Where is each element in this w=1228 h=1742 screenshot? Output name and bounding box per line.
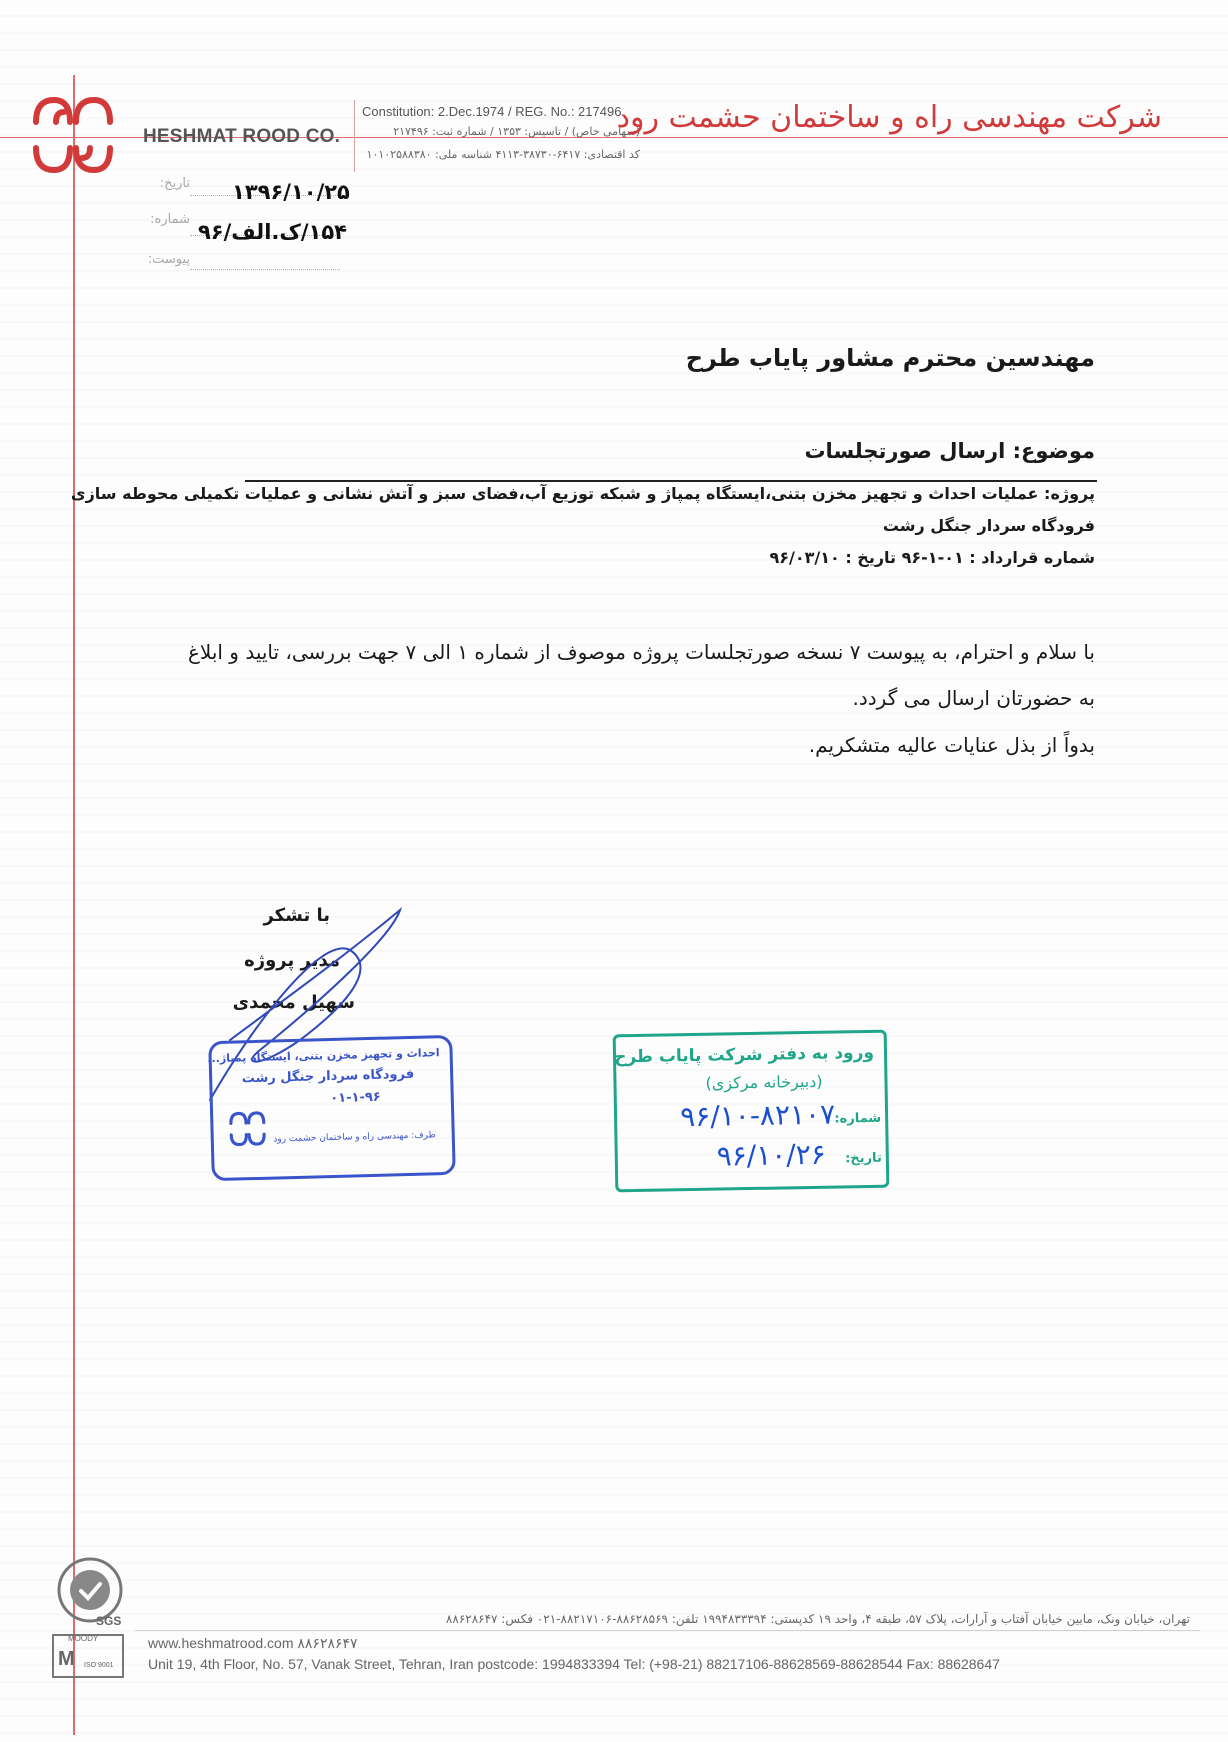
contract-line: شماره قرارداد : ۰۱-۱-۹۶ تاریخ : ۹۶/۰۳/۱۰ bbox=[769, 548, 1095, 567]
project-line-2: فرودگاه سردار جنگل رشت bbox=[882, 516, 1095, 535]
brand-name-fa: شرکت مهندسی راه و ساختمان حشمت رود bbox=[616, 100, 1162, 135]
date-label: تاریخ: bbox=[159, 176, 190, 191]
footer-website: www.heshmatrood.com ۸۸۶۲۸۶۴۷ bbox=[148, 1635, 358, 1651]
attachment-dotline bbox=[190, 268, 340, 270]
receipt-date-label: تاریخ: bbox=[845, 1150, 882, 1167]
registration-line: Constitution: 2.Dec.1974 / REG. No.: 217496 bbox=[362, 104, 622, 119]
subject: موضوع: ارسال صورتجلسات bbox=[804, 439, 1095, 463]
project-line-1: پروژه: عملیات احداث و تجهیز مخزن بتنی،ایستگاه پمپاژ و شبکه توزیع آب،فضای سبز و آتش نشانی و عملیات تکمیلی محوطه سازی bbox=[70, 484, 1095, 503]
subject-underline bbox=[245, 480, 1097, 482]
footer-address-fa: تهران، خیابان ونک، مابین خیابان آفتاب و آرارات، پلاک ۵۷، طبقه ۴، واحد ۱۹ کدپستی: ۱۹۹۴۸۳۳۳۹۴ تلفن: ۸۸۶۲۸۵۶۹-۸۸۲۱۷۱۰۶-۰۲۱ فکس: ۸۸۶۲۸۶۴۷ bbox=[445, 1612, 1190, 1626]
moody-cert-badge bbox=[52, 1634, 124, 1678]
registration-line-fa: (سهامی خاص) / تاسیس: ۱۳۵۳ / شماره ثبت: ۲۱۷۴۹۶ bbox=[393, 125, 640, 138]
signature-name: سهیل محمدی bbox=[232, 992, 355, 1013]
stamp-logo-icon bbox=[227, 1109, 268, 1150]
body-line-2: به حضورتان ارسال می گردد. bbox=[852, 686, 1095, 710]
attachment-label: پیوست: bbox=[147, 252, 190, 267]
signature-closing: با تشکر bbox=[263, 905, 330, 926]
letter-number: ۱۵۴/ک.الف/۹۶ bbox=[197, 220, 347, 244]
brand-name-en: HESHMAT ROOD CO. bbox=[143, 126, 341, 147]
moody-m-icon: M bbox=[58, 1648, 75, 1670]
receipt-stamp-title: ورود به دفتر شرکت پایاب طرح bbox=[613, 1042, 875, 1068]
economic-code-line: کد اقتصادی: ۶۴۱۷-۳۸۷۳۰-۴۱۱۳ شناسه ملی: ۱۰۱۰۲۵۸۸۳۸۰ bbox=[366, 148, 640, 161]
receipt-number-value: ۹۶/۱۰-۸۲۱۰۷ bbox=[679, 1097, 836, 1134]
receipt-stamp bbox=[613, 1030, 890, 1193]
receipt-date-value: ۹۶/۱۰/۲۶ bbox=[716, 1137, 827, 1173]
margin-line bbox=[73, 75, 75, 1735]
date-value: ۱۳۹۶/۱۰/۲۵ bbox=[232, 180, 350, 204]
project-stamp-line-1: احداث و تجهیز مخزن بتنی، ایستگاه پمپاژ... bbox=[207, 1046, 440, 1066]
body-line-3: بدواً از بذل عنایات عالیه متشکریم. bbox=[808, 733, 1095, 757]
company-logo bbox=[28, 92, 118, 180]
receipt-stamp-subtitle: (دبیرخانه مرکزی) bbox=[705, 1071, 823, 1093]
footer-rule bbox=[135, 1630, 1200, 1631]
project-stamp bbox=[208, 1035, 456, 1181]
footer-address-en: Unit 19, 4th Floor, No. 57, Vanak Street, Tehran, Iran postcode: 1994833394 Tel: (+98-21) 88217106-88628569-88628544 Fax: 88628647 bbox=[148, 1656, 1000, 1672]
addressee: مهندسین محترم مشاور پایاب طرح bbox=[685, 344, 1095, 372]
moody-label: MOODY bbox=[68, 1634, 99, 1643]
project-stamp-line-3: ۰۱-۱-۹۶ bbox=[330, 1089, 381, 1107]
signature-title: مدیر پروژه bbox=[244, 950, 340, 971]
project-stamp-line-4: طرف: مهندسی راه و ساختمان حشمت رود bbox=[273, 1130, 436, 1145]
project-stamp-line-2: فرودگاه سردار جنگل رشت bbox=[241, 1066, 415, 1087]
sgs-label: SGS bbox=[96, 1614, 122, 1628]
receipt-number-label: شماره: bbox=[834, 1110, 882, 1127]
body-line-1: با سلام و احترام، به پیوست ۷ نسخه صورتجلسات پروژه موصوف از شماره ۱ الی ۷ جهت بررسی، تایید و ابلاغ bbox=[187, 640, 1095, 664]
number-label: شماره: bbox=[150, 212, 190, 227]
iso-label: ISO 9001 bbox=[84, 1662, 114, 1669]
